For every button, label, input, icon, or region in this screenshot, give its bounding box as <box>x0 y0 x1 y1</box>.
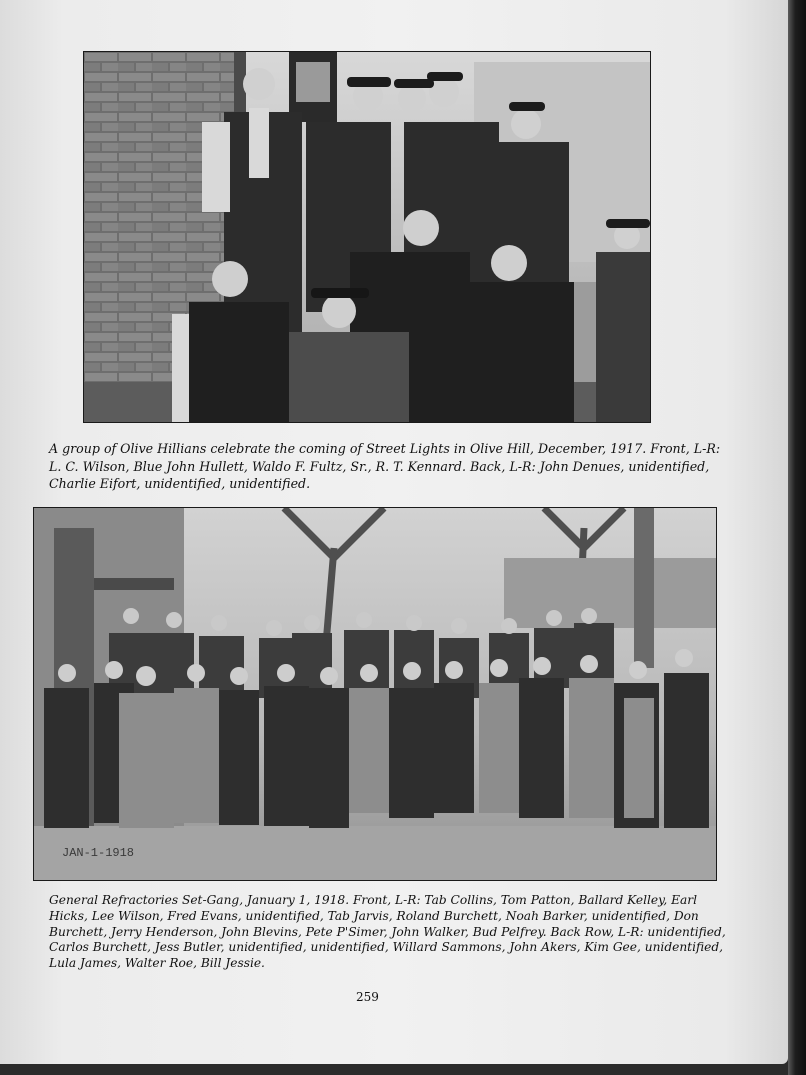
street-lights-caption: A group of Olive Hillians celebrate the coming of Street Lights in Olive Hill, December, 1917. Front, L-R: L. C. Wilson, Blue John Hullett, Waldo F. Fultz, Sr., R. T. Kennard. Back, L-R: John Denues, unidentified, Charlie Eifort, unidentified, unidentified. <box>49 441 721 491</box>
set-gang-group-photo <box>33 507 717 881</box>
street-lights-photo-drawing <box>84 52 650 422</box>
page-number: 259 <box>356 990 379 1004</box>
set-gang-caption: General Refractories Set-Gang, January 1, 1918. Front, L-R: Tab Collins, Tom Patton, Ballard Kelley, Earl Hicks, Lee Wilson, Fred Evans, unidentified, Tab Jarvis, Roland Burchett, Noah Barker, unidentified, Don Burchett, Jerry Henderson, John Blevins, Pete P'Simer, John Walker, Bud Pelfrey. Back Row, L-R: unidentified, Carlos Burchett, Jess Butler, unidentified, unidentified, Willard Sammons, John Akers, Kim Gee, unidentified, Lula James, Walter Roe, Bill Jessie. <box>49 893 726 971</box>
book-binding-edge <box>788 0 806 1075</box>
set-gang-photo-drawing <box>34 508 716 880</box>
street-lights-group-photo <box>83 51 651 423</box>
photo-date-stamp: JAN-1-1918 <box>62 846 135 860</box>
